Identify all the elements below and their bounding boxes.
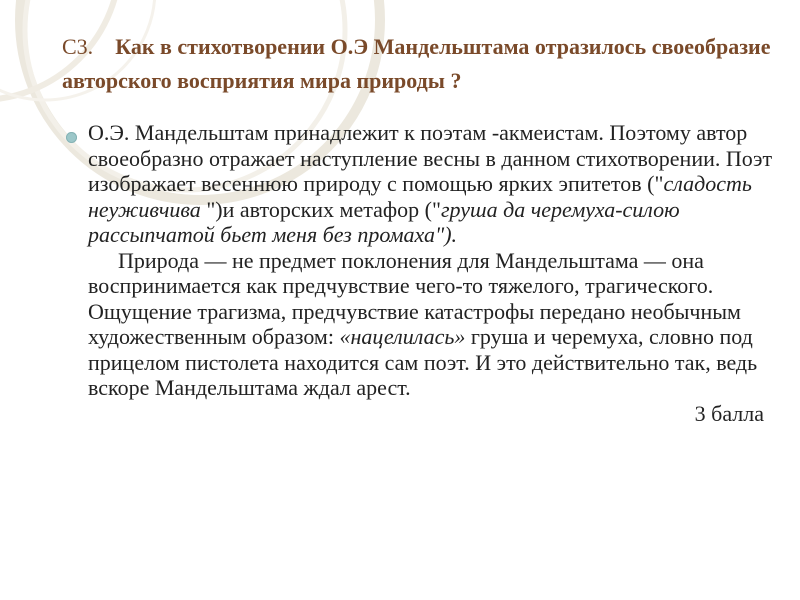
text-run: Природа — не предмет поклонения для Мандельштама — она воспринимается как предчувствие чего-то тяжелого, трагического. Ощущение трагизма, предчувствие катастрофы передано необычным художественным образом:	[88, 247, 741, 349]
text-run: О.Э. Мандельштам принадлежит к поэтам -акмеистам. Поэтому автор своеобразно отражает наступление весны в данном стихотворении. Поэт изображает весеннюю природу с помощью ярких эпитетов ("	[88, 120, 773, 196]
italic-quote: «нацелилась»	[339, 324, 466, 349]
text-run: ")и авторских метафор ("	[206, 196, 441, 222]
italic-quote: груша да черемуха-силою рассыпчатой бьет меня без промаха"	[88, 196, 680, 247]
question-text: Как в стихотворении О.Э Мандельштама отразилось своеобразие авторского восприятия мира природы ?	[62, 34, 771, 93]
slide-title	[62, 30, 782, 98]
bullet-icon	[66, 132, 77, 143]
slide-body	[60, 120, 780, 426]
paragraph-1	[88, 120, 780, 248]
italic-quote: сладость неуживчива	[88, 171, 752, 222]
score-label: 3 балла	[694, 400, 764, 426]
question-number: С3.	[62, 34, 94, 59]
paragraph-2	[88, 248, 780, 401]
text-run: груша и черемуха, словно под прицелом пистолета находится сам поэт. И это действительно так, ведь вскоре Мандельштама ждал арест.	[88, 324, 758, 400]
text-run: ).	[444, 222, 458, 247]
